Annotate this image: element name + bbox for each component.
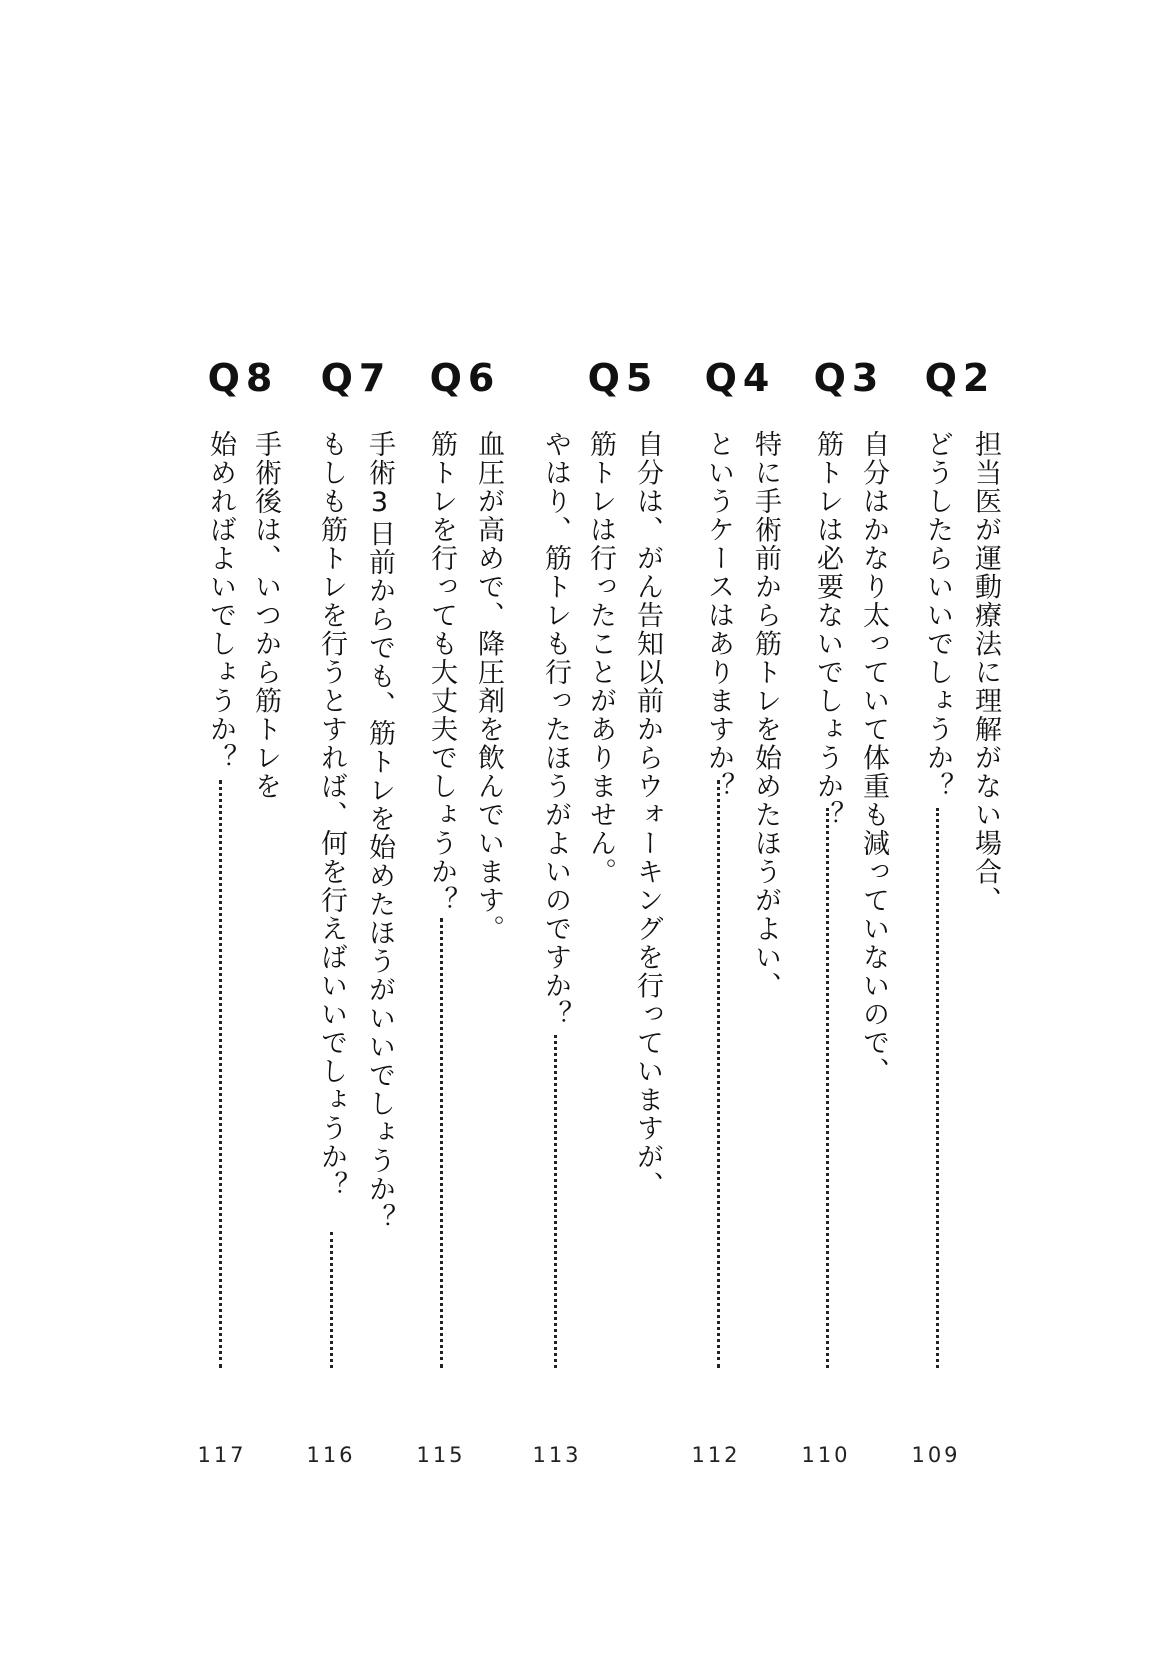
question-number: Q3 [813, 356, 885, 400]
question-line: 自分は、がん告知以前からウォーキングを行っていますが、 [632, 430, 663, 1200]
question-number: Q2 [924, 356, 996, 400]
question-line: 筋トレは行ったことがありません。 [585, 430, 616, 886]
question-line: 手術後は、いつから筋トレを [250, 430, 281, 801]
question-line: というケースはありますか？ [703, 430, 734, 801]
question-line: 筋トレは必要ないでしょうか？ [812, 430, 843, 829]
page-number: 113 [532, 1443, 582, 1467]
leader-dots [717, 780, 720, 1368]
question-line: 始めればよいでしょうか？ [205, 430, 236, 772]
question-number: Q5 [587, 356, 659, 400]
page-number: 116 [306, 1443, 356, 1467]
question-line: やはり、筋トレも行ったほうがよいのですか？ [540, 430, 571, 1029]
page-number: 117 [197, 1443, 247, 1467]
question-line: どうしたらいいでしょうか？ [922, 430, 953, 801]
question-line: 特に手術前から筋トレを始めたほうがよい、 [750, 430, 781, 1000]
question-line: 筋トレを行っても大丈夫でしょうか？ [426, 430, 457, 915]
question-line: 手術3日前からでも、筋トレを始めたほうがいいでしょうか？ [364, 430, 395, 1232]
leader-dots [330, 1232, 333, 1368]
page-number: 115 [416, 1443, 466, 1467]
leader-dots [440, 918, 443, 1368]
question-number: Q8 [207, 356, 279, 400]
question-number: Q4 [704, 356, 776, 400]
page-number: 112 [691, 1443, 741, 1467]
question-line: 担当医が運動療法に理解がない場合、 [970, 430, 1001, 915]
question-line: 血圧が高めで、降圧剤を飲んでいます。 [473, 430, 504, 943]
page-number: 110 [801, 1443, 851, 1467]
leader-dots [826, 808, 829, 1368]
question-number: Q6 [429, 356, 501, 400]
leader-dots [219, 780, 222, 1368]
leader-dots [554, 1035, 557, 1368]
question-number: Q7 [320, 356, 392, 400]
question-line: もしも筋トレを行うとすれば、何を行えばいいでしょうか？ [316, 430, 347, 1200]
page-number: 109 [911, 1443, 961, 1467]
leader-dots [936, 808, 939, 1368]
question-line: 自分はかなり太っていて体重も減っていないので、 [858, 430, 889, 1086]
